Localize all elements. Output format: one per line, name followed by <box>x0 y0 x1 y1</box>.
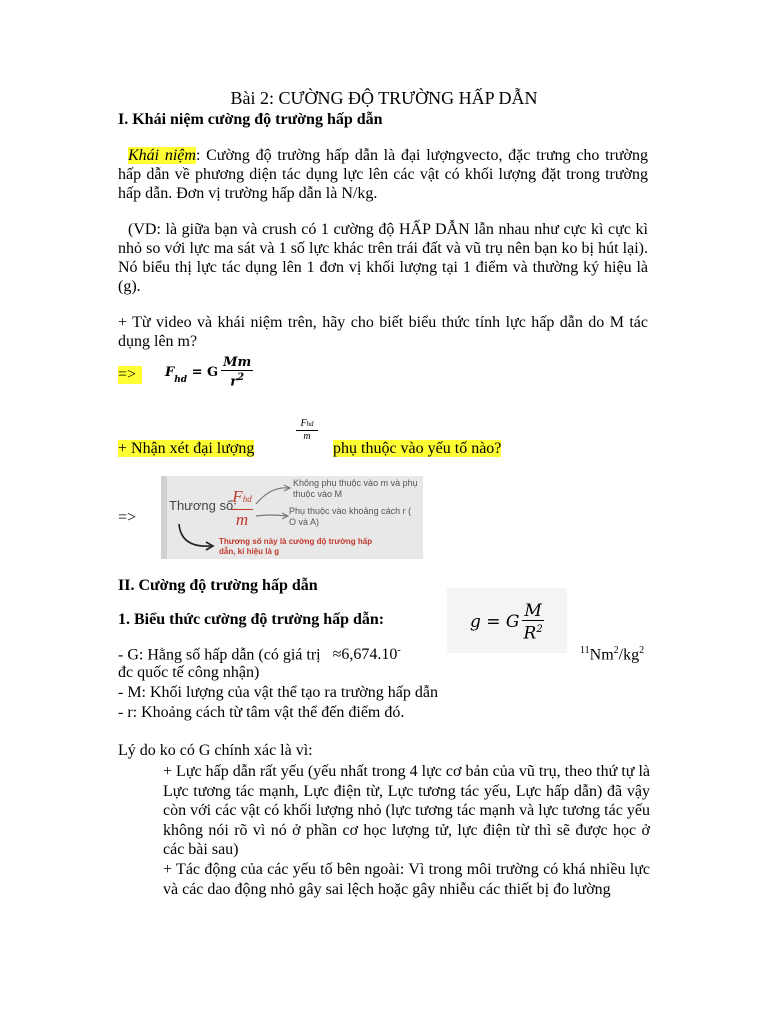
g-line-unit-sup-b: 2 <box>639 645 645 656</box>
g-line-dash: - <box>397 645 401 656</box>
g-formula-lhs: g = G <box>470 612 520 633</box>
arrow-1: => <box>118 366 142 384</box>
formula-den-sup: 2 <box>237 372 245 383</box>
m-line: - M: Khối lượng của vật thể tạo ra trường hấp dẫn <box>118 684 438 701</box>
formula-lhs-sub: hd <box>174 375 188 386</box>
formula-lhs: F <box>165 365 175 381</box>
section-2-heading: II. Cường độ trường hấp dẫn <box>118 577 318 594</box>
question-paragraph: + Từ video và khái niệm trên, hãy cho biết biểu thức tính lực hấp dẫn do M tác dụng lên m? <box>118 314 648 350</box>
g-formula-num: M <box>524 601 542 621</box>
gravity-force-formula <box>165 356 253 389</box>
section-1-heading: I. Khái niệm cường độ trường hấp dẫn <box>118 111 383 128</box>
quotient-figure <box>161 476 423 559</box>
figure-label: Thương số: <box>169 498 237 513</box>
section-2-subheading: 1. Biểu thức cường độ trường hấp dẫn: <box>118 611 385 628</box>
g-constant-line <box>118 645 401 664</box>
figure-frac-den: m <box>235 510 249 529</box>
remark-line <box>118 440 254 458</box>
reason-1: + Lực hấp dẫn rất yếu (yếu nhất trong 4 lực cơ bản của vũ trụ, theo thứ tự là Lực tương tác mạnh, Lực điện từ, Lực tương tác yếu, Lực hấp dẫn) đã vậy còn với các vật có khối lượng nhỏ (lực tương tác mạnh và lực tương tác yếu không nói rõ vì nó ở phần cơ học lượng tử, lực điện từ thì sẽ được học ở các bài sau) <box>163 763 650 859</box>
formula-numerator: Mm <box>223 355 252 370</box>
remark-frac-num-sub: hd <box>306 420 314 428</box>
g-line-unit-a: Nm <box>589 646 614 664</box>
arrow-2: => <box>118 509 137 526</box>
g-unit <box>580 645 644 664</box>
figure-frac-num: F <box>232 487 243 506</box>
g-line-exp: 11 <box>580 645 590 656</box>
remark-part-2: phụ thuộc vào yếu tố nào? <box>333 440 502 457</box>
reason-2: + Tác động của các yếu tố bên ngoài: Vì trong môi trường có khá nhiều lực và các dao động nhỏ gây sai lệch hoặc gây nhiễu các thiết bị đo lường <box>163 861 650 898</box>
g-line-unit-sup-a: 2 <box>613 645 619 656</box>
remark-frac-num: F <box>300 418 307 429</box>
formula-eq: = G <box>187 365 219 381</box>
figure-note-mid: Phụ thuộc vào khoảng cách r ( O và A) <box>289 506 412 527</box>
remark-fraction <box>296 418 318 443</box>
g-formula-den-sup: 2 <box>536 624 543 635</box>
concept-label: Khái niệm <box>128 147 196 164</box>
figure-note-bottom: Thương số này là cường độ trường hấp dẫn, kí hiệu là g <box>219 537 373 556</box>
g-formula-den: R <box>523 623 537 644</box>
g-line-2: đc quốc tế công nhận) <box>118 664 260 681</box>
remark-frac-den: m <box>303 431 311 442</box>
remark-part-1: + Nhận xét đại lượng <box>118 440 255 457</box>
concept-text: : Cường độ trường hấp dẫn là đại lượngvecto, đặc trưng cho trường hấp dẫn về phương diện tác dụng lực lên các vật có khối lượng đặt trong trường hấp dẫn. Đơn vị trường hấp dẫn là N/kg. <box>118 147 649 202</box>
figure-fraction <box>231 487 253 530</box>
g-formula-box <box>447 588 567 653</box>
g-line-unit-b: /kg <box>618 646 640 664</box>
formula-denominator: r <box>230 374 238 390</box>
concept-paragraph <box>118 146 648 203</box>
page-title: Bài 2: CƯỜNG ĐỘ TRƯỜNG HẤP DẪN <box>230 88 538 108</box>
r-line: - r: Khoảng cách từ tâm vật thể đến điểm đó. <box>118 704 405 721</box>
g-line-value: ≈6,674.10 <box>332 646 398 664</box>
figure-note-top: Không phụ thuộc vào m và phụ thuộc vào M <box>293 478 418 499</box>
example-paragraph: (VD: là giữa bạn và crush có 1 cường độ HẤP DẪN lẫn nhau như cực kì cực kì nhỏ so với lực ma sát và 1 số lực khác trên trái đất và vũ trụ nên bạn ko bị hút lại). Nó biểu thị lực tác dụng lên 1 đơn vị khối lượng tại 1 điểm và thường ký hiệu là (g). <box>118 221 648 295</box>
reason-intro: Lý do ko có G chính xác là vì: <box>118 742 313 759</box>
g-line-part1: - G: Hằng số hấp dẫn (có giá trị <box>118 646 321 664</box>
figure-frac-num-sub: hd <box>242 494 252 504</box>
g-formula <box>470 602 545 643</box>
